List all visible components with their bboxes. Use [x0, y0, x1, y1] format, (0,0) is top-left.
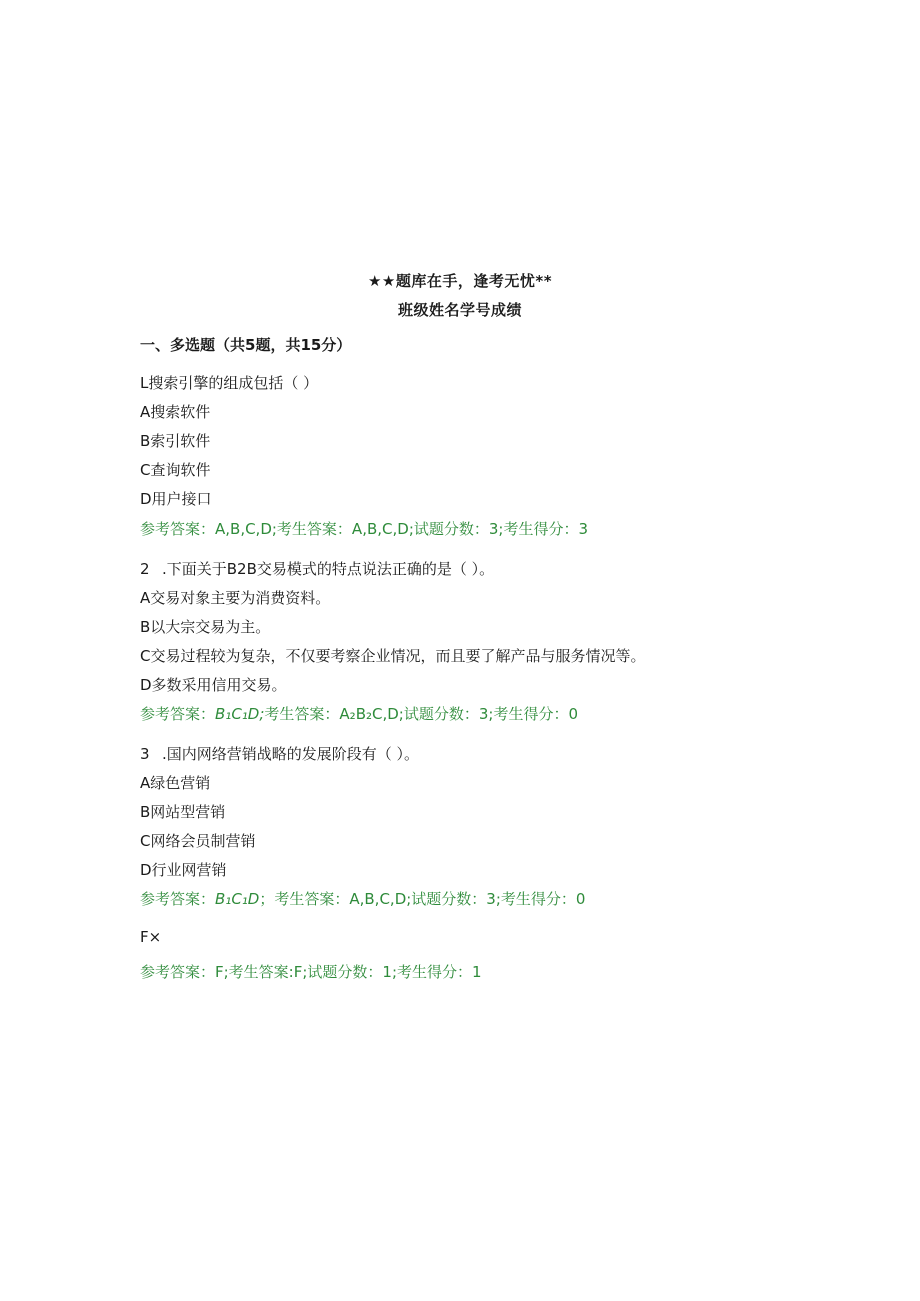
question-2-answer-prefix: 参考答案：	[140, 705, 216, 723]
question-2-answer-reference: B₁C₁D;	[215, 705, 265, 723]
question-2-option-c: C交易过程较为复杂，不仅要考察企业情况，而且要了解产品与服务情况等。	[140, 647, 646, 665]
question-1-option-d: D用户接口	[140, 490, 212, 508]
question-3-option-a: A绿色营销	[140, 774, 211, 792]
question-3-option-d: D行业网营销	[140, 861, 227, 879]
question-1-option-a: A搜索软件	[140, 403, 211, 421]
slogan-heading: ★★题库在手，逢考无忧**	[367, 272, 553, 290]
question-2-option-d: D多数采用信用交易。	[140, 676, 287, 694]
question-3-answer-reference: B₁C₁D	[215, 890, 260, 908]
question-2-option-a: A交易对象主要为消费资料。	[140, 589, 331, 607]
question-1-option-b: B索引软件	[140, 432, 211, 450]
extra-answer: 参考答案：F;考生答案:F;试题分数：1;考生得分：1	[140, 963, 482, 981]
question-3-option-c: C网络会员制营销	[140, 832, 256, 850]
question-2-text: .下面关于B2B交易模式的特点说法正确的是（ ）。	[162, 560, 495, 578]
question-2-stem	[140, 559, 494, 579]
question-1-option-c: C查询软件	[140, 461, 211, 479]
student-info-heading: 班级姓名学号成绩	[397, 301, 522, 319]
question-1-stem: L搜索引擎的组成包括（ ）	[140, 374, 319, 392]
question-3-answer	[140, 889, 585, 909]
extra-mark: F×	[140, 928, 162, 946]
question-3-text: .国内网络营销战略的发展阶段有（ ）。	[162, 745, 420, 763]
question-3-option-b: B网站型营销	[140, 803, 226, 821]
question-2-answer	[140, 704, 578, 724]
question-1-answer: 参考答案：A,B,C,D;考生答案：A,B,C,D;试题分数：3;考生得分：3	[140, 520, 589, 538]
question-3-number: 3	[140, 745, 150, 763]
section-title: 一、多选题（共5题，共15分）	[140, 336, 352, 354]
question-2-number: 2	[140, 560, 150, 578]
question-3-stem	[140, 744, 419, 764]
question-2-answer-rest: 考生答案：A₂B₂C,D;试题分数：3;考生得分：0	[264, 705, 578, 723]
question-3-answer-prefix: 参考答案：	[140, 890, 216, 908]
question-3-answer-rest: ；考生答案：A,B,C,D;试题分数：3;考生得分：0	[259, 890, 586, 908]
question-2-option-b: B以大宗交易为主。	[140, 618, 271, 636]
